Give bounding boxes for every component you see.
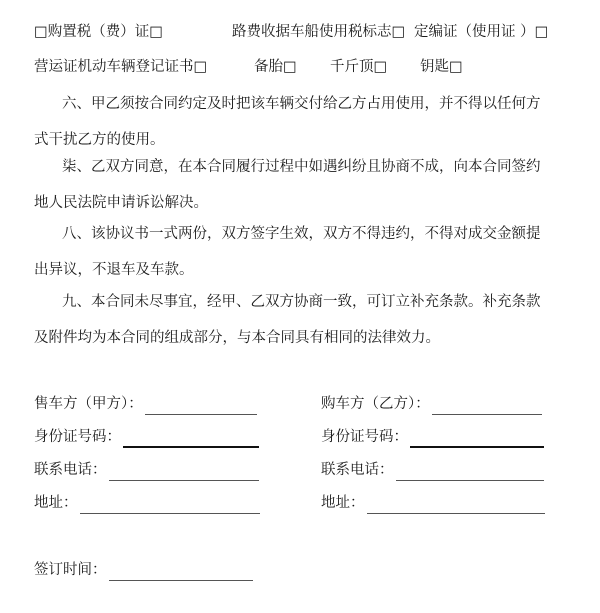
buyer-phone-row bbox=[321, 459, 544, 481]
checklist-item-keys: 钥匙□ bbox=[420, 59, 463, 75]
clause-seven-line-2: 地人民法院申请诉讼解决。 bbox=[34, 195, 208, 211]
seller-title-label: 售车方（甲方）： bbox=[34, 396, 143, 412]
buyer-id-blank[interactable] bbox=[410, 430, 544, 448]
document-checklist-row-1 bbox=[34, 22, 594, 42]
clause-eight-line-1: 八、该协议书一式两份，双方签字生效，双方不得违约，不得对成交金额提 bbox=[62, 226, 541, 242]
seller-address-row bbox=[34, 492, 260, 514]
clause-six-line-2: 式干扰乙方的使用。 bbox=[34, 132, 165, 148]
buyer-phone-label: 联系电话： bbox=[321, 462, 394, 478]
seller-phone-blank[interactable] bbox=[109, 464, 259, 481]
clause-nine-line-1: 九、本合同未尽事宜，经甲、乙双方协商一致，可订立补充条款。补充条款 bbox=[62, 294, 541, 310]
buyer-name-blank[interactable] bbox=[432, 398, 542, 415]
checklist-item-quota-certificate: 定编证（使用证 ）□ bbox=[414, 24, 549, 40]
seller-name-blank[interactable] bbox=[145, 398, 257, 415]
clause-nine-line-2: 及附件均为本合同的组成部分，与本合同具有相同的法律效力。 bbox=[34, 330, 440, 346]
buyer-id-row bbox=[321, 426, 544, 448]
checklist-item-operation-registration: 营运证机动车辆登记证书□ bbox=[34, 59, 208, 75]
buyer-phone-blank[interactable] bbox=[396, 464, 544, 481]
seller-title-row bbox=[34, 393, 257, 415]
clause-eight-line-2: 出异议，不退车及车款。 bbox=[34, 262, 194, 278]
sign-date-label: 签订时间： bbox=[34, 562, 107, 578]
sign-date-row bbox=[34, 559, 253, 581]
seller-phone-row bbox=[34, 459, 259, 481]
buyer-address-blank[interactable] bbox=[367, 497, 545, 514]
clause-eight bbox=[34, 224, 574, 296]
seller-phone-label: 联系电话： bbox=[34, 462, 107, 478]
seller-id-label: 身份证号码： bbox=[34, 429, 121, 445]
checklist-item-purchase-tax: □购置税（费）证□ bbox=[34, 24, 163, 40]
seller-address-blank[interactable] bbox=[80, 497, 260, 514]
document-checklist-row-2 bbox=[34, 57, 594, 77]
clause-seven-line-1: 柒、乙双方同意，在本合同履行过程中如遇纠纷且协商不成，向本合同签约 bbox=[62, 159, 541, 175]
clause-seven bbox=[34, 157, 574, 229]
buyer-address-label: 地址： bbox=[321, 495, 365, 511]
checklist-item-jack: 千斤顶□ bbox=[330, 59, 388, 75]
buyer-id-label: 身份证号码： bbox=[321, 429, 408, 445]
seller-address-label: 地址： bbox=[34, 495, 78, 511]
seller-id-row bbox=[34, 426, 259, 448]
sign-date-blank[interactable] bbox=[109, 564, 253, 581]
seller-id-blank[interactable] bbox=[123, 430, 259, 448]
buyer-title-label: 购车方（乙方）： bbox=[321, 396, 430, 412]
buyer-title-row bbox=[321, 393, 542, 415]
clause-six bbox=[34, 94, 574, 166]
checklist-item-road-fee-receipt: 路费收据车船使用税标志□ bbox=[232, 24, 406, 40]
clause-nine bbox=[34, 292, 574, 364]
buyer-address-row bbox=[321, 492, 545, 514]
checklist-item-spare-tire: 备胎□ bbox=[254, 59, 297, 75]
clause-six-line-1: 六、甲乙须按合同约定及时把该车辆交付给乙方占用使用，并不得以任何方 bbox=[62, 96, 541, 112]
